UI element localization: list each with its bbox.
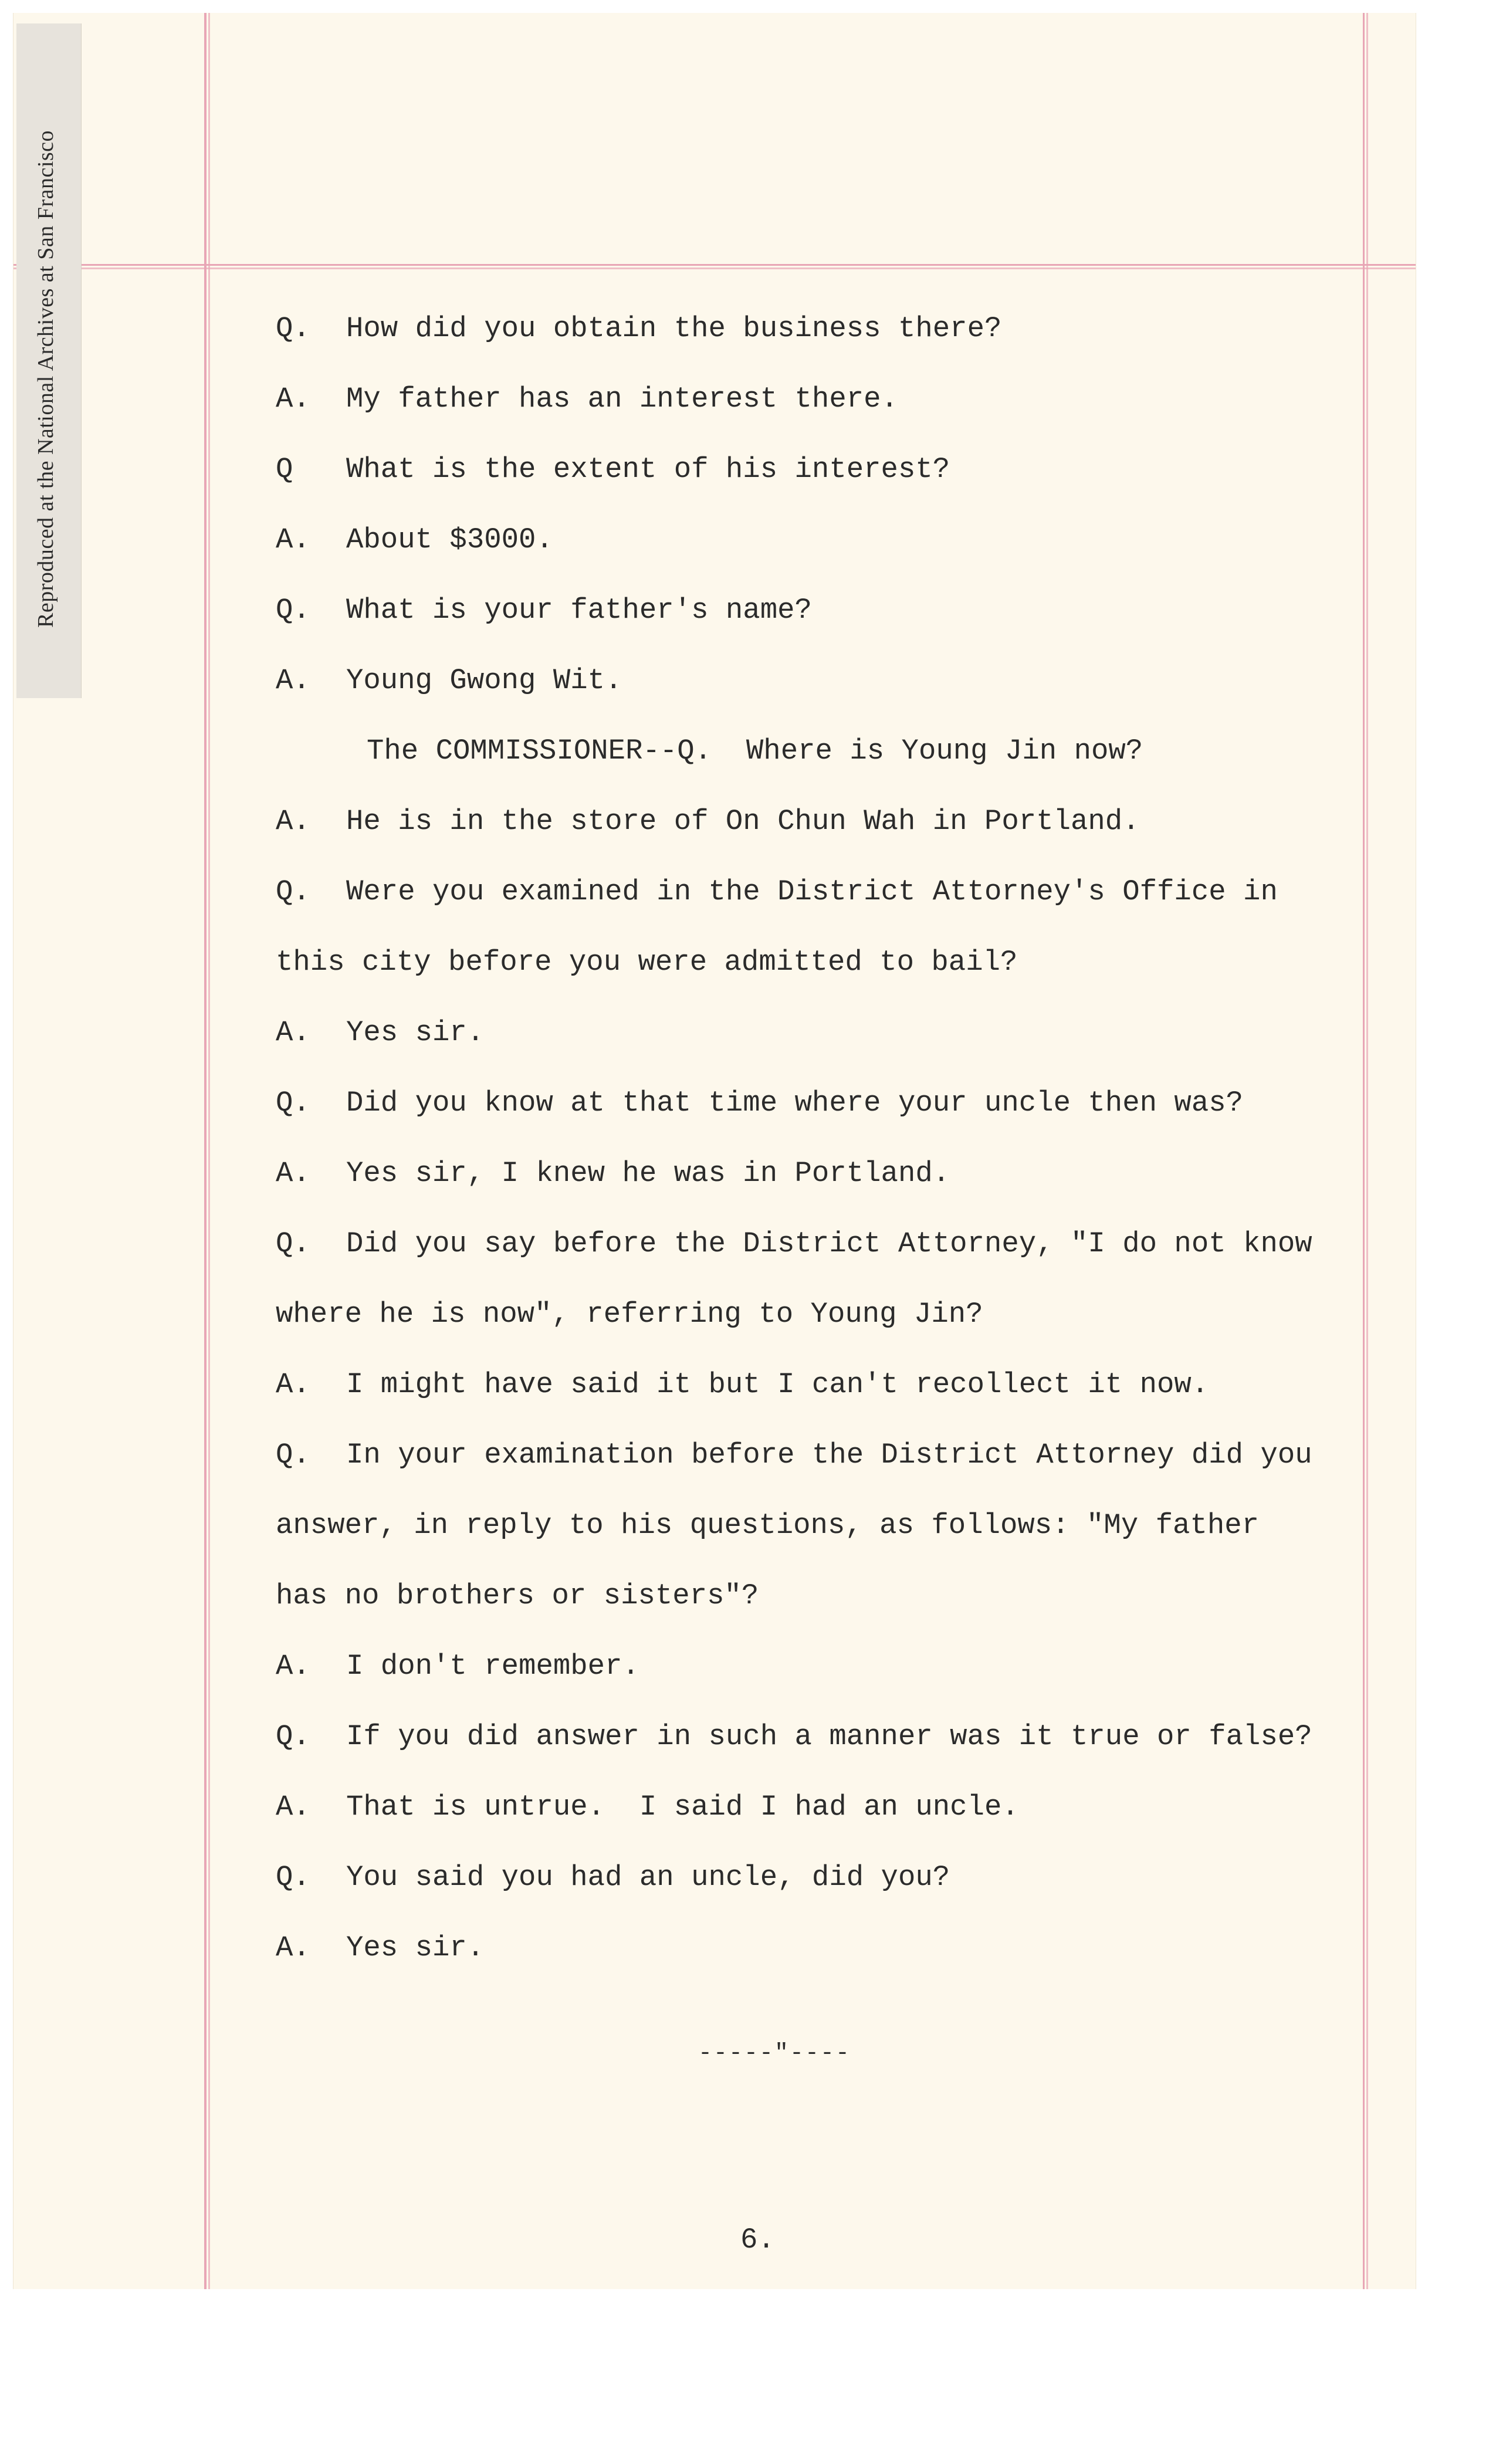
speech-text: In your examination before the District Attorney did you: [346, 1439, 1312, 1471]
transcript-line: [276, 804, 1343, 874]
transcript-line: [276, 1085, 1343, 1156]
transcript-line: [276, 1297, 1343, 1367]
speech-text: Yes sir.: [346, 1931, 485, 1964]
speaker-label: Q.: [276, 875, 310, 908]
speech-text: Yes sir, I knew he was in Portland.: [346, 1157, 950, 1190]
speaker-label: Q.: [276, 1439, 310, 1471]
speaker-label: Q.: [276, 312, 310, 345]
speaker-label: Q.: [276, 1227, 310, 1260]
transcript-line: [276, 945, 1343, 1015]
left-margin-rule-inner: [208, 13, 210, 2289]
speech-text: Did you say before the District Attorney, "I do not know: [346, 1227, 1312, 1260]
transcript-line: [276, 1649, 1343, 1719]
speaker-label: A.: [276, 1650, 310, 1683]
speech-text: answer, in reply to his questions, as follows: "My father: [276, 1509, 1260, 1542]
transcript-line: [276, 874, 1343, 945]
left-margin-rule: [204, 13, 207, 2289]
speech-text: He is in the store of On Chun Wah in Portland.: [346, 805, 1140, 838]
speaker-label: Q.: [276, 1720, 310, 1753]
speech-text: If you did answer in such a manner was it true or false?: [346, 1720, 1312, 1753]
transcript-line: [276, 663, 1343, 733]
right-margin-rule-inner: [1366, 13, 1368, 2289]
speaker-label: Q.: [276, 594, 310, 627]
transcript-line: [276, 1789, 1343, 1860]
transcript-line: [276, 1156, 1343, 1226]
speech-text: My father has an interest there.: [346, 383, 898, 415]
speaker-label: A.: [276, 1016, 310, 1049]
speaker-label: A.: [276, 1931, 310, 1964]
transcript-line: [276, 522, 1343, 593]
speech-text: has no brothers or sisters"?: [276, 1579, 759, 1612]
transcript-line: [276, 1578, 1343, 1649]
transcript-line: [276, 1508, 1343, 1578]
transcript-line: [276, 452, 1343, 522]
speech-text: You said you had an uncle, did you?: [346, 1861, 950, 1894]
transcript-line: [276, 1226, 1343, 1297]
speech-text: How did you obtain the business there?: [346, 312, 1002, 345]
page-number: 6.: [740, 2223, 775, 2256]
transcript-line: [276, 733, 1343, 804]
transcript: [276, 311, 1343, 2001]
top-margin-rule: [13, 264, 1416, 266]
transcript-line: [276, 1719, 1343, 1789]
speaker-label: A.: [276, 1791, 310, 1823]
speaker-label: A.: [276, 1368, 310, 1401]
speaker-label: A.: [276, 523, 310, 556]
speaker-label: Q.: [276, 1861, 310, 1894]
speaker-label: A.: [276, 664, 310, 697]
transcript-line: [276, 1437, 1343, 1508]
transcript-line: [276, 593, 1343, 663]
speech-text: About $3000.: [346, 523, 553, 556]
speech-text: this city before you were admitted to bail?: [276, 946, 1018, 979]
transcript-line: [276, 381, 1343, 452]
speech-text: What is the extent of his interest?: [346, 453, 950, 486]
transcript-line: [276, 311, 1343, 381]
speech-text: I might have said it but I can't recollect it now.: [346, 1368, 1209, 1401]
speech-text: That is untrue. I said I had an uncle.: [346, 1791, 1019, 1823]
transcript-line: [276, 1367, 1343, 1437]
speech-text: I don't remember.: [346, 1650, 639, 1683]
speech-text: The COMMISSIONER--Q. Where is Young Jin now?: [367, 735, 1143, 767]
speaker-label: A.: [276, 1157, 310, 1190]
top-margin-rule-inner: [13, 268, 1416, 269]
right-margin-rule: [1363, 13, 1365, 2289]
speech-text: where he is now", referring to Young Jin?: [276, 1298, 983, 1331]
speaker-label: A.: [276, 805, 310, 838]
archive-stamp-text: Reproduced at the National Archives at San Francisco: [33, 130, 58, 628]
speech-text: Did you know at that time where your uncle then was?: [346, 1087, 1244, 1119]
transcript-line: [276, 1860, 1343, 1930]
speech-text: What is your father's name?: [346, 594, 812, 627]
speech-text: Were you examined in the District Attorney's Office in: [346, 875, 1278, 908]
speaker-label: Q.: [276, 1087, 310, 1119]
speaker-label: Q: [276, 453, 293, 486]
speaker-label: A.: [276, 383, 310, 415]
speech-text: Yes sir.: [346, 1016, 485, 1049]
section-divider: -----"----: [698, 2040, 851, 2067]
transcript-line: [276, 1930, 1343, 2001]
transcript-line: [276, 1015, 1343, 1085]
speech-text: Young Gwong Wit.: [346, 664, 622, 697]
